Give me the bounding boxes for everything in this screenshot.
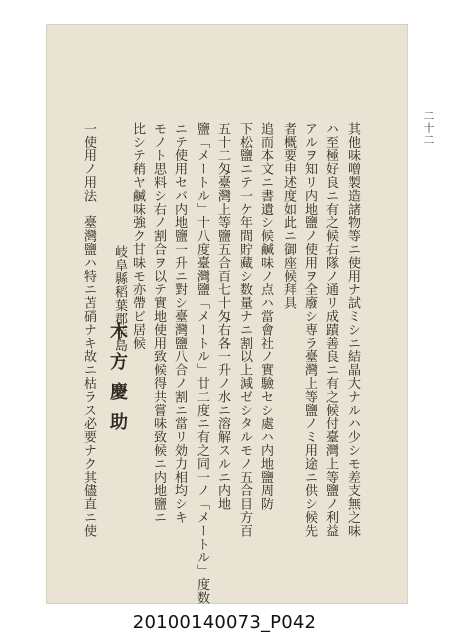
text-column: 一使用ノ用法 臺灣鹽ハ特ニ苫硝ナキ故ニ枯ラス必要ナク其儘直ニ使 — [81, 122, 96, 538]
page-number: 二十二 — [422, 110, 435, 146]
text-column: 其他味噌製造諸物等ニ使用ナ試ミシニ結晶大ナルハ少シモ差支無之味 — [345, 122, 360, 538]
signature-place: 岐阜縣稻葉郡芋島 — [112, 245, 127, 353]
text-column: 者概要申述度如此ニ御座候拜具 — [281, 122, 296, 310]
text-column: 下松鹽ニテ一ケ年間貯藏シ数量ナニ割以上減ゼシタルモノ五合目方百 — [237, 122, 252, 538]
text-column: 比シテ稍ヤ鹹味強ク甘味モ亦帶ビ居候 — [130, 122, 145, 350]
signature-name: 木方慶助 — [107, 322, 128, 442]
text-column: ニテ使用セバ内地鹽一升ニ對シ臺灣鹽八合ノ割ニ當リ効力相均シキ — [172, 122, 187, 524]
text-column: アルヲ知リ内地鹽ノ使用ヲ全廢シ専ラ臺灣上等鹽ノミ用途ニ供シ候先 — [302, 122, 317, 538]
text-column: 追而本文ニ書遺シ候鹹味ノ点ハ當會社ノ實驗セシ處ハ内地鹽周防 — [258, 122, 273, 511]
text-column: 鹽「メートル」十八度臺灣鹽「メートル」廿二度ニ有之同一ノ「メートル」度数 — [194, 122, 209, 605]
text-column: 五十二匁臺灣上等鹽五合百七十匁右各一升ノ水ニ溶解スルニ内地 — [215, 122, 230, 511]
text-column: ハ至極好良ニ有之候右隊ノ通リ成蹟善良ニ有之候付臺灣上等鹽ノ利益 — [323, 122, 338, 538]
image-caption: 20100140073_P042 — [132, 612, 317, 633]
text-column: モノト思料シ右ノ割合ヲ以テ實地使用致候得共嘗味致候ニ内地鹽ニ — [151, 122, 166, 524]
